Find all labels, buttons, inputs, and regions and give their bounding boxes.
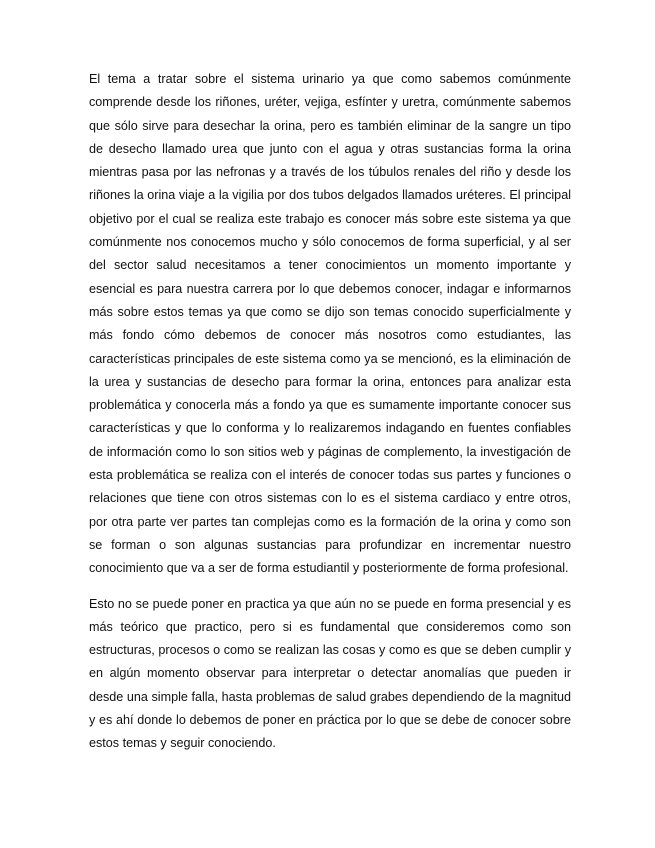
body-text bbox=[89, 68, 571, 756]
paragraph-practice: Esto no se puede poner en practica ya que aún no se puede en forma presencial y es más teórico que practico, pero si es fundamental que consideremos como son estructuras, procesos o como se realizan las cosas y como es que se deben cumplir y en algún momento observar para interpretar o detectar anomalías que pueden ir desde una simple falla, hasta problemas de salud grabes dependiendo de la magnitud y es ahí donde lo debemos de poner en práctica por lo que se debe de conocer sobre estos temas y seguir conociendo. bbox=[89, 596, 571, 751]
paragraph-introduction: El tema a tratar sobre el sistema urinario ya que como sabemos comúnmente comprende desde los riñones, uréter, vejiga, esfínter y uretra, comúnmente sabemos que sólo sirve para desechar la orina, pero es también eliminar de la sangre un tipo de desecho llamado urea que junto con el agua y otras sustancias forma la orina mientras pasa por las nefronas y a través de los túbulos renales del riño y desde los riñones la orina viaje a la vigilia por dos tubos delgados llamados uréteres. El principal objetivo por el cual se realiza este trabajo es conocer más sobre este sistema ya que comúnmente nos conocemos mucho y sólo conocemos de forma superficial, y al ser del sector salud necesitamos a tener conocimientos un momento importante y esencial es para nuestra carrera por lo que debemos conocer, indagar e informarnos más sobre estos temas ya que como se dijo son temas conocido superficialmente y más fondo cómo debemos de conocer más nosotros como estudiantes, las características principales de este sistema como ya se mencionó, es la eliminación de la urea y sustancias de desecho para formar la orina, entonces para analizar esta problemática y conocerla más a fondo ya que es sumamente importante conocer sus características y que lo conforma y lo realizaremos indagando en fuentes confiables de información como lo son sitios web y páginas de complemento, la investigación de esta problemática se realiza con el interés de conocer todas sus partes y funciones o relaciones que tiene con otros sistemas con lo es el sistema cardiaco y entre otros, por otra parte ver partes tan complejas como es la formación de la orina y como son se forman o son algunas sustancias para profundizar en incrementar nuestro conocimiento que va a ser de forma estudiantil y posteriormente de forma profesional. bbox=[89, 72, 571, 576]
